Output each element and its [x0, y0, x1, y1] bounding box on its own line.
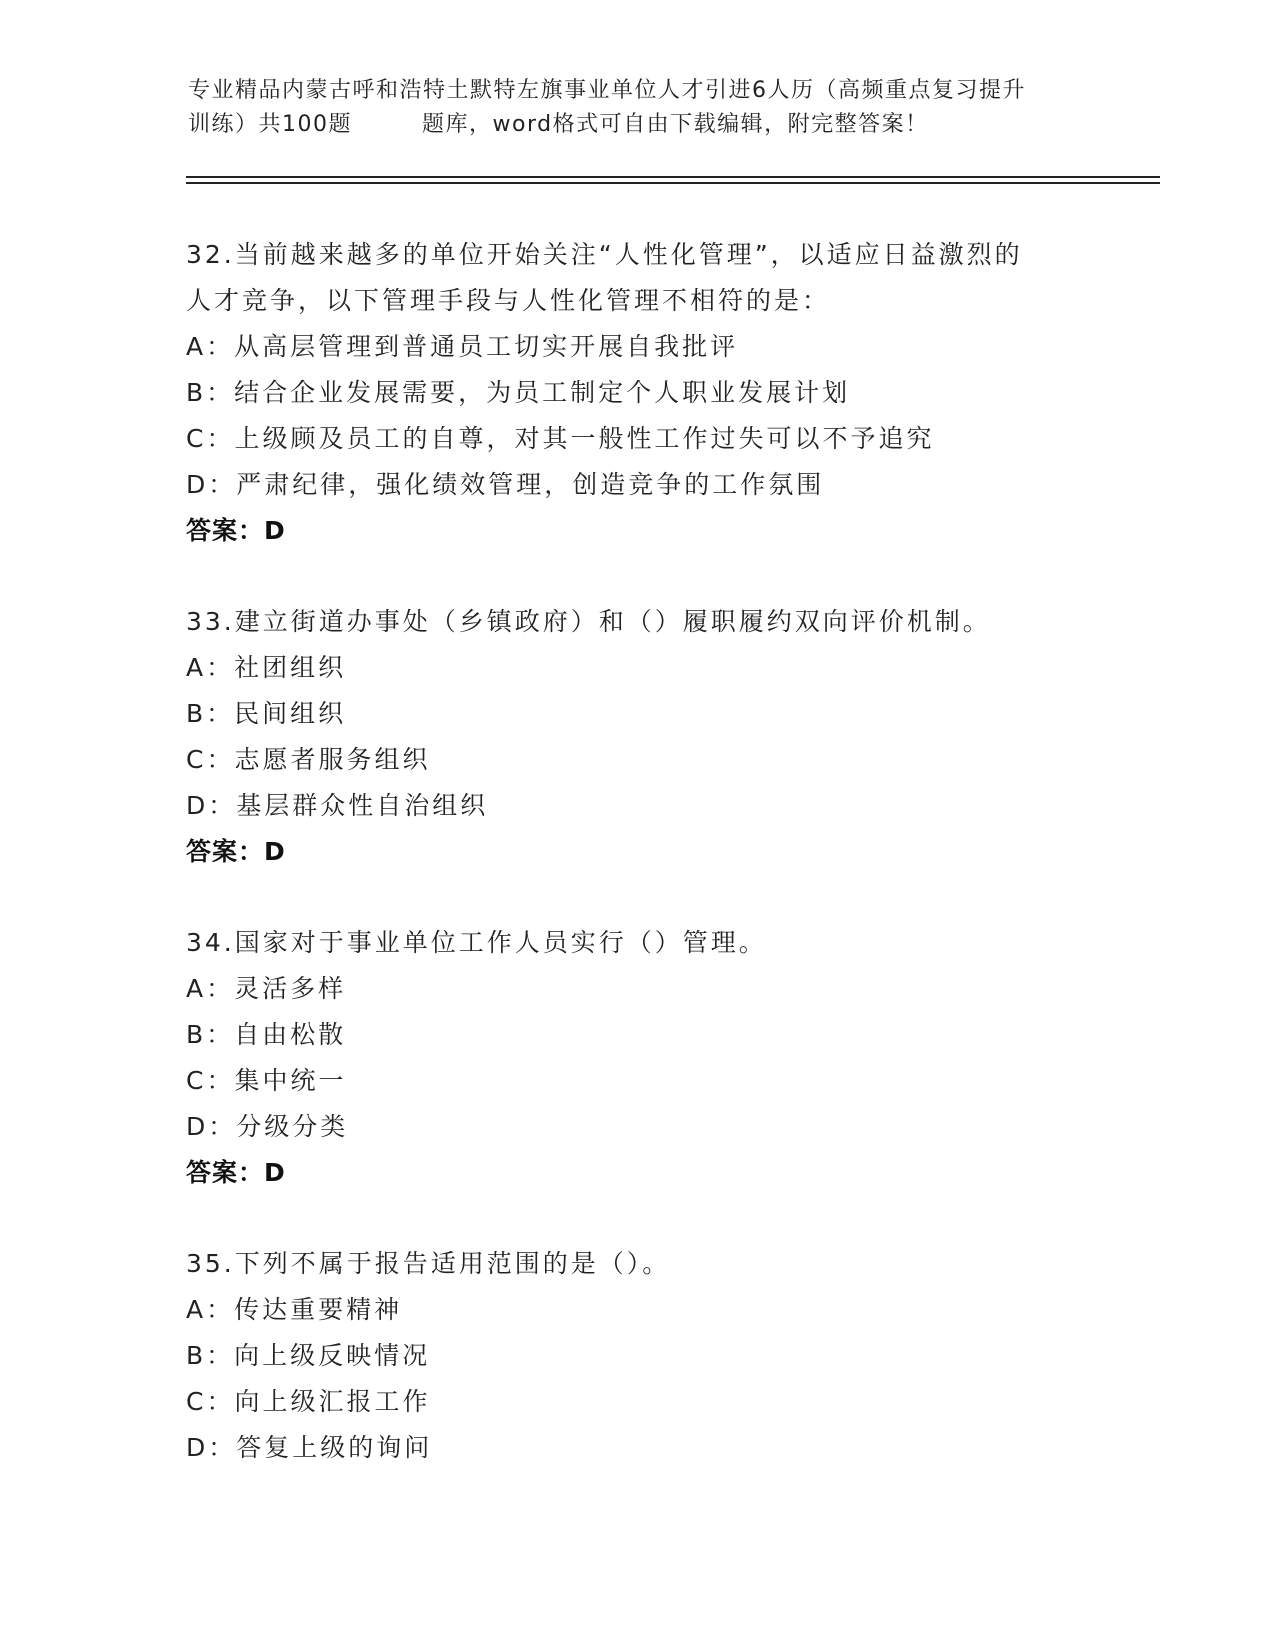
header-title-line2 [188, 108, 1088, 142]
question-stem-line: 33.建立街道办事处（乡镇政府）和（）履职履约双向评价机制。 [186, 607, 991, 636]
header-divider-bottom [186, 182, 1160, 184]
option-c: C：志愿者服务组织 [186, 745, 431, 774]
option-a: A：社团组织 [186, 653, 347, 682]
option-b: B：结合企业发展需要，为员工制定个人职业发展计划 [186, 378, 851, 407]
option-d: D：答复上级的询问 [186, 1433, 433, 1462]
question-32 [186, 232, 1146, 554]
question-stem-line: 34.国家对于事业单位工作人员实行（）管理。 [186, 928, 767, 957]
answer-label: 答案：D [186, 516, 286, 545]
header-title-line2-a: 训练）共100题 [188, 112, 352, 137]
option-b: B：民间组织 [186, 699, 347, 728]
question-35 [186, 1241, 1146, 1471]
question-stem-line: 人才竞争，以下管理手段与人性化管理不相符的是： [186, 286, 831, 315]
option-a: A：灵活多样 [186, 974, 347, 1003]
option-c: C：集中统一 [186, 1066, 347, 1095]
answer-label: 答案：D [186, 1158, 286, 1187]
option-c: C：向上级汇报工作 [186, 1387, 431, 1416]
option-b: B：向上级反映情况 [186, 1341, 431, 1370]
header-title-line1: 专业精品内蒙古呼和浩特土默特左旗事业单位人才引进6人历（高频重点复习提升 [188, 78, 1026, 103]
option-d: D：严肃纪律，强化绩效管理，创造竞争的工作氛围 [186, 470, 825, 499]
header-title-line2-b: 题库，word格式可自由下载编辑，附完整答案！ [422, 112, 929, 137]
header-divider-top [186, 176, 1160, 178]
question-stem-line: 32.当前越来越多的单位开始关注“人性化管理”，以适应日益激烈的 [186, 240, 1023, 269]
option-c: C：上级顾及员工的自尊，对其一般性工作过失可以不予追究 [186, 424, 935, 453]
answer-label: 答案：D [186, 837, 286, 866]
option-d: D：分级分类 [186, 1112, 349, 1141]
question-stem-line: 35.下列不属于报告适用范围的是（）。 [186, 1249, 671, 1278]
document-header [188, 74, 1088, 142]
option-a: A：从高层管理到普通员工切实开展自我批评 [186, 332, 739, 361]
option-d: D：基层群众性自治组织 [186, 791, 489, 820]
question-list [186, 232, 1146, 1516]
question-34 [186, 920, 1146, 1196]
question-33 [186, 599, 1146, 875]
option-b: B：自由松散 [186, 1020, 347, 1049]
option-a: A：传达重要精神 [186, 1295, 403, 1324]
